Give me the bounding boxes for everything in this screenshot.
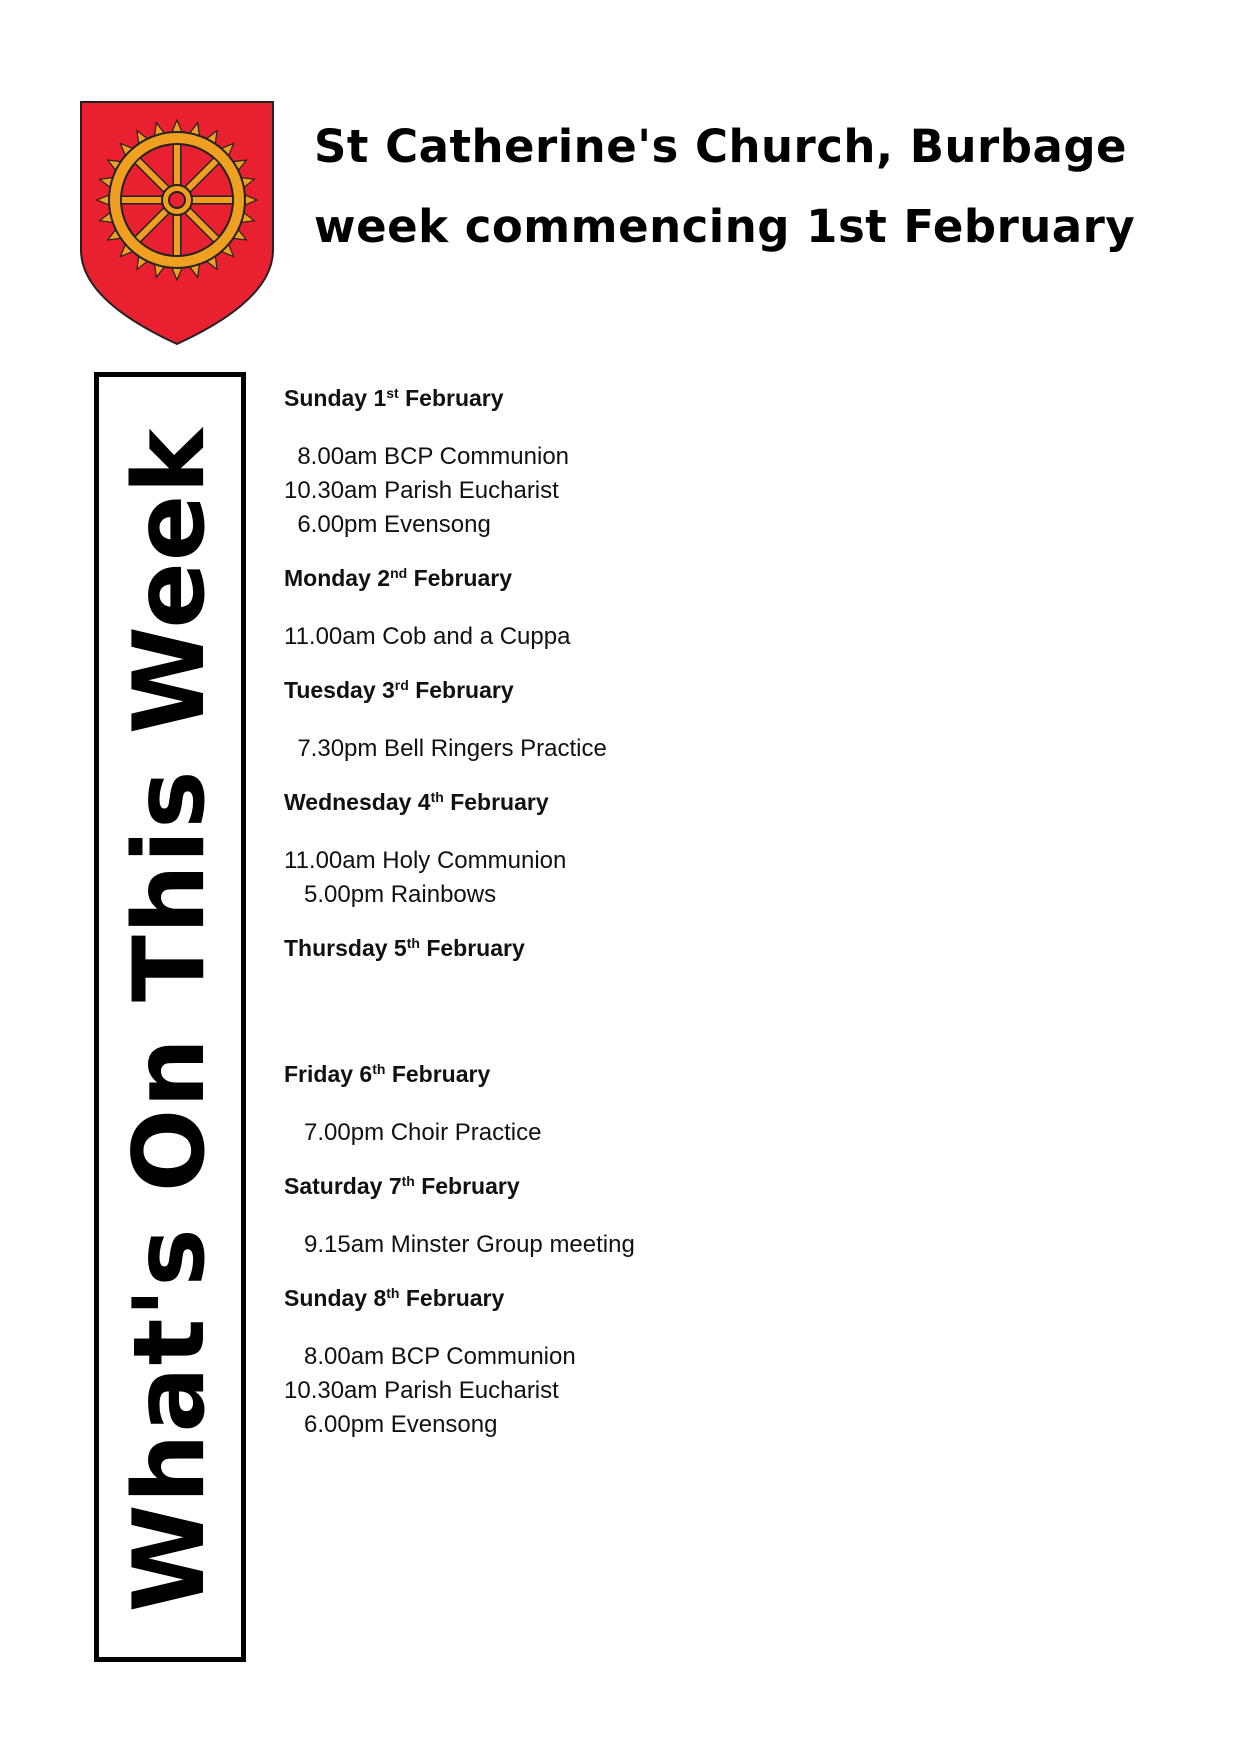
day-name: Saturday 7 [284,1173,402,1199]
day-heading [284,668,1184,712]
day-name: Thursday 5 [284,935,407,961]
day-heading [284,1276,1184,1320]
day-section [284,780,1184,912]
day-ordinal-suffix: th [372,1061,386,1077]
day-name: Sunday 1 [284,385,387,411]
sidebar-label: What's On This Week [113,427,227,1613]
day-name: Friday 6 [284,1061,373,1087]
event-item: 11.00am Holy Communion [284,847,567,874]
day-ordinal-suffix: th [401,1173,415,1189]
day-name: Tuesday 3 [284,677,395,703]
day-heading [284,926,1184,970]
day-heading [284,780,1184,824]
day-section [284,1276,1184,1442]
event-item: 8.00am BCP Communion [284,443,570,470]
day-ordinal-suffix: st [386,385,399,401]
event-item: 9.15am Minster Group meeting [284,1231,635,1258]
event-item: 10.30am Parish Eucharist [284,477,559,504]
event-item: 5.00pm Rainbows [284,881,497,908]
event-item: 6.00pm Evensong [284,1411,498,1438]
day-section [284,926,1184,1038]
event-item: 8.00am BCP Communion [284,1343,576,1370]
day-month: February [450,789,549,815]
day-month: February [405,385,504,411]
day-name: Sunday 8 [284,1285,387,1311]
day-heading [284,1052,1184,1096]
day-month: February [421,1173,520,1199]
event-list [284,1116,1184,1150]
day-section [284,668,1184,766]
day-section [284,1052,1184,1150]
event-list [284,732,1184,766]
catherine-wheel-crest-icon [79,100,275,346]
day-ordinal-suffix: th [430,789,444,805]
day-name: Monday 2 [284,565,391,591]
day-section [284,1164,1184,1262]
event-item: 6.00pm Evensong [284,511,491,538]
day-heading [284,376,1184,420]
page-title: St Catherine's Church, Burbage [314,120,1128,173]
day-section [284,556,1184,654]
day-heading [284,556,1184,600]
day-month: February [413,565,513,591]
day-month: February [391,1061,491,1087]
day-name: Wednesday 4 [284,789,431,815]
day-ordinal-suffix: nd [390,565,408,581]
event-list [284,620,1184,654]
day-month: February [415,677,514,703]
event-item: 10.30am Parish Eucharist [284,1377,559,1404]
day-month: February [405,1285,505,1311]
event-list [284,440,1184,542]
day-heading [284,1164,1184,1208]
event-item: 7.30pm Bell Ringers Practice [284,735,607,762]
day-ordinal-suffix: th [386,1285,400,1301]
day-month: February [426,935,525,961]
event-list [284,990,1184,1038]
event-list [284,844,1184,912]
day-ordinal-suffix: rd [394,677,409,693]
page-subtitle: week commencing 1st February [314,200,1136,253]
event-list [284,1228,1184,1262]
event-item: 11.00am Cob and a Cuppa [284,623,571,650]
weekly-schedule [284,376,1184,1456]
event-list [284,1340,1184,1442]
day-section [284,376,1184,542]
event-item: 7.00pm Choir Practice [284,1119,542,1146]
day-ordinal-suffix: th [406,935,420,951]
